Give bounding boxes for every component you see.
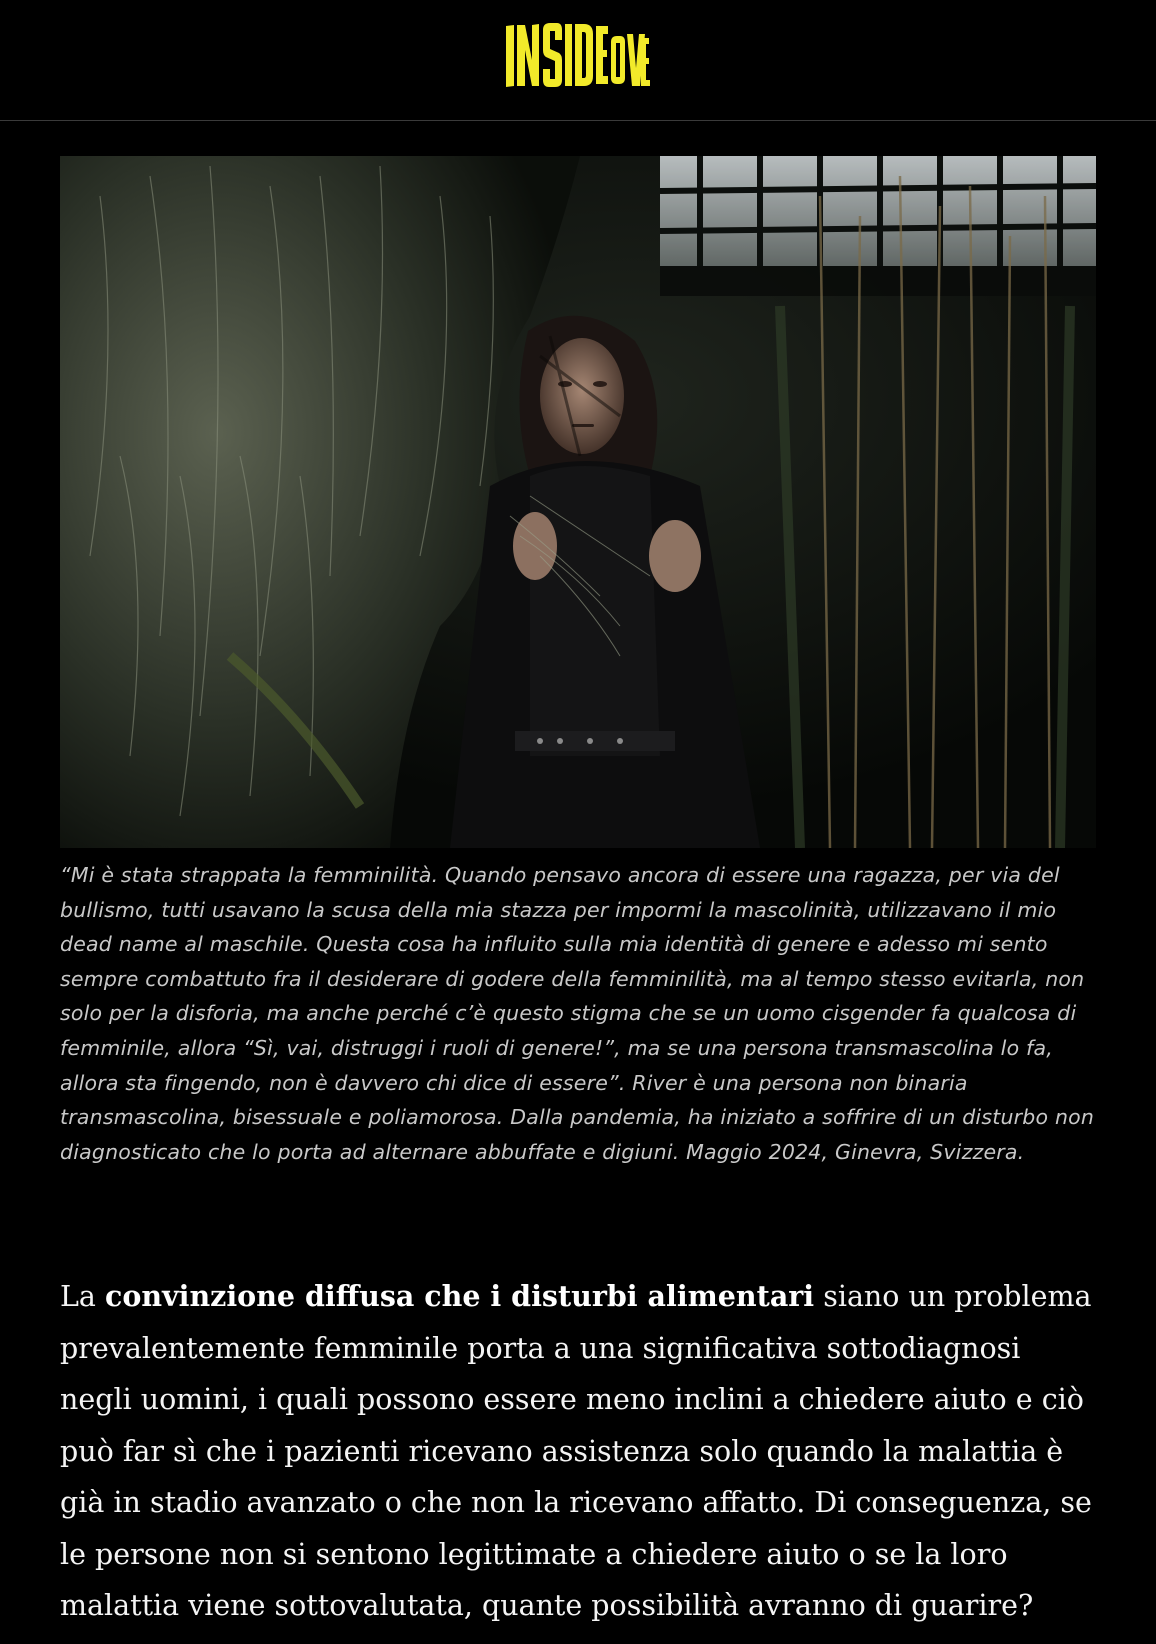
- paragraph-lead: La: [60, 1280, 105, 1313]
- portrait-photo-icon: [60, 156, 1096, 848]
- paragraph-rest: siano un problema prevalentemente femminile porta a una significativa sottodiagnosi negli uomini, i quali possono essere meno inclini a chiedere aiuto e ciò può far sì che i pazienti ricevano assistenza solo quando la malattia è già in stadio avanzato o che non la ricevano affatto. Di conseguenza, se le persone non si sentono legittimate a chiedere aiuto o se la loro malattia viene sottovalutata, quante possibilità avranno di guarire?: [60, 1280, 1092, 1622]
- article-photo: [60, 156, 1096, 848]
- insideover-logo-icon[interactable]: [504, 20, 652, 92]
- paragraph-bold-phrase: convinzione diffusa che i disturbi alimentari: [104, 1279, 815, 1313]
- article-paragraph: [60, 1271, 1100, 1632]
- photo-caption: “Mi è stata strappata la femminilità. Quando pensavo ancora di essere una ragazza, per via del bullismo, tutti usavano la scusa della mia stazza per impormi la mascolinità, utilizzavano il mio dead name al maschile. Questa cosa ha influito sulla mia identità di genere e adesso mi sento sempre combattuto fra il desiderare di godere della femminilità, ma al tempo stesso evitarla, non solo per la disforia, ma anche perché c’è questo stigma che se un uomo cisgender fa qualcosa di femminile, allora “Sì, vai, distruggi i ruoli di genere!”, ma se una persona transmascolina lo fa, allora sta fingendo, non è davvero chi dice di essere”. River è una persona non binaria transmascolina, bisessuale e poliamorosa. Dalla pandemia, ha iniziato a soffrire di un disturbo non diagnosticato che lo porta ad alternare abbuffate e digiuni. Maggio 2024, Ginevra, Svizzera.: [60, 863, 1095, 1164]
- site-header: [0, 0, 1156, 121]
